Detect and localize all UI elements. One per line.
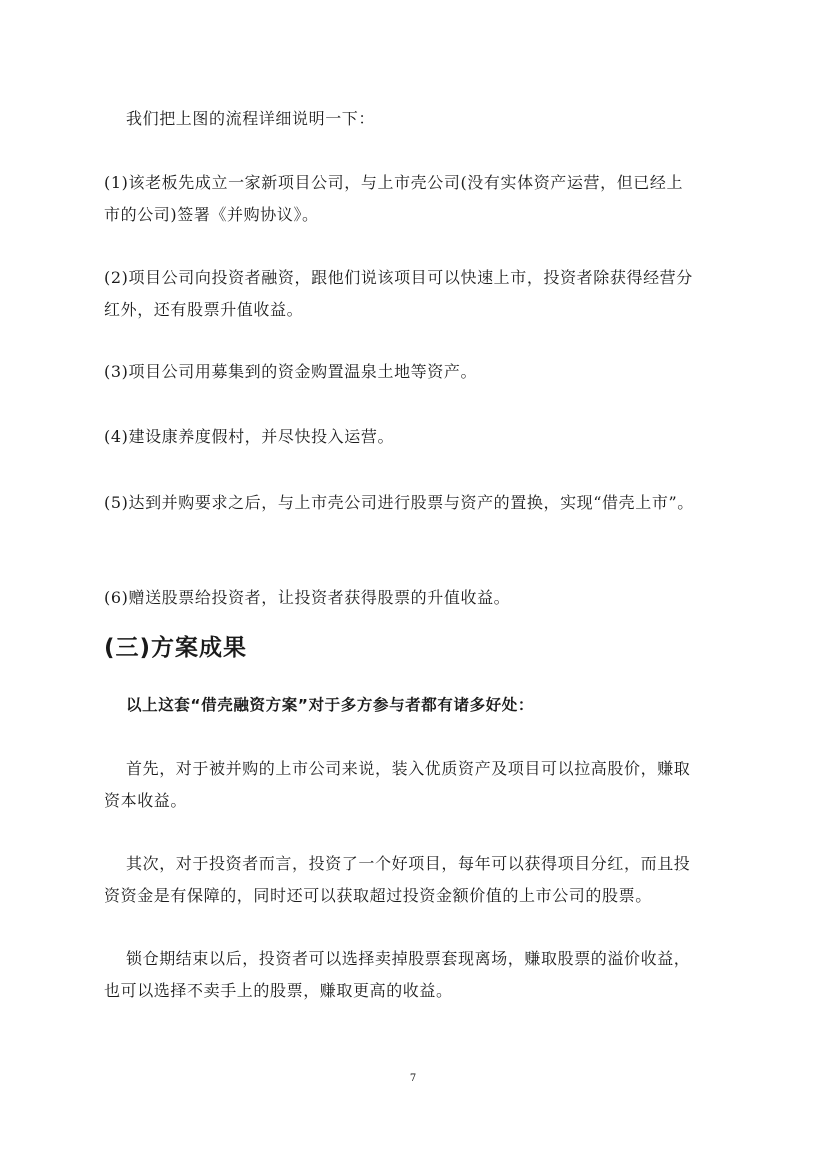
step-1-paragraph: (1)该老板先成立一家新项目公司，与上市壳公司(没有实体资产运营，但已经上市的公司)签署《并购协议》。 — [104, 173, 684, 224]
step-3-paragraph: (3)项目公司用募集到的资金购置温泉土地等资产。 — [104, 362, 478, 381]
page-number: 7 — [409, 1073, 417, 1084]
step-4-paragraph: (4)建设康养度假村，并尽快投入运营。 — [104, 427, 395, 446]
benefit-3-paragraph: 锁仓期结束以后，投资者可以选择卖掉股票套现离场，赚取股票的溢价收益，也可以选择不卖手上的股票，赚取更高的收益。 — [104, 949, 691, 1000]
benefit-1-paragraph: 首先，对于被并购的上市公司来说，装入优质资产及项目可以拉高股价，赚取资本收益。 — [104, 759, 691, 810]
step-6-paragraph: (6)赠送股票给投资者，让投资者获得股票的升值收益。 — [104, 588, 511, 607]
section-heading: (三)方案成果 — [104, 635, 248, 661]
step-5-paragraph: (5)达到并购要求之后，与上市壳公司进行股票与资产的置换，实现“借壳上市”。 — [104, 493, 694, 512]
benefit-2-paragraph: 其次，对于投资者而言，投资了一个好项目，每年可以获得项目分红，而且投资资金是有保障的，同时还可以获取超过投资金额价值的上市公司的股票。 — [104, 854, 691, 905]
intro-paragraph: 我们把上图的流程详细说明一下： — [126, 109, 376, 128]
step-2-paragraph: (2)项目公司向投资者融资，跟他们说该项目可以快速上市，投资者除获得经营分红外，还有股票升值收益。 — [104, 268, 693, 319]
summary-bold-paragraph: 以上这套“借壳融资方案”对于多方参与者都有诸多好处： — [126, 696, 534, 714]
